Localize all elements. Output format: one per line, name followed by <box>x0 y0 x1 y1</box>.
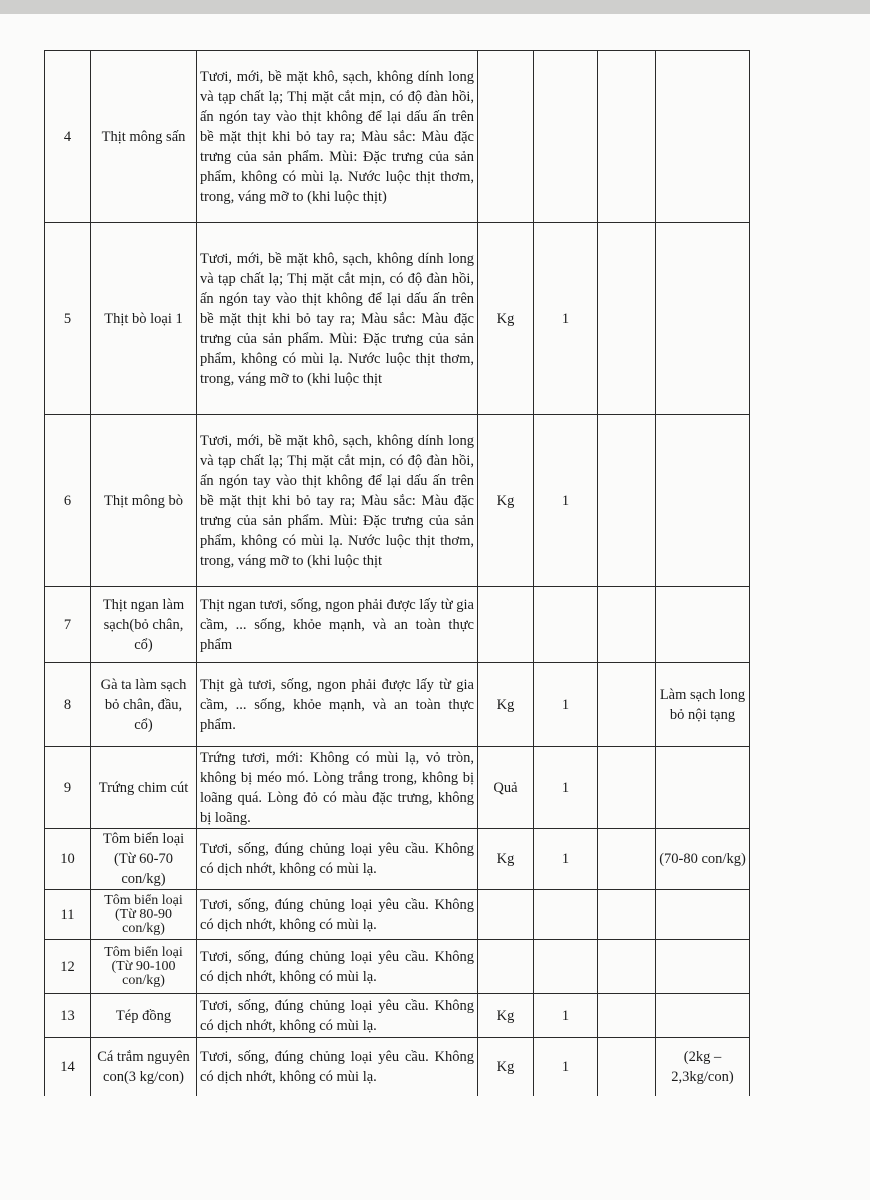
note-cell: Làm sạch long bỏ nội tạng <box>656 663 750 747</box>
unit-cell: Kg <box>478 663 534 747</box>
empty-cell <box>598 890 656 940</box>
note-cell <box>656 994 750 1038</box>
quantity-cell: 1 <box>534 663 598 747</box>
note-cell <box>656 587 750 663</box>
quantity-cell: 1 <box>534 829 598 890</box>
empty-cell <box>598 994 656 1038</box>
empty-cell <box>598 223 656 415</box>
row-number: 11 <box>45 890 91 940</box>
unit-cell <box>478 890 534 940</box>
row-number: 12 <box>45 940 91 994</box>
table-row <box>45 994 750 1038</box>
product-description: Tươi, sống, đúng chủng loại yêu cầu. Không có dịch nhớt, không có mùi lạ. <box>197 940 478 994</box>
note-cell <box>656 51 750 223</box>
empty-cell <box>598 829 656 890</box>
top-shadow-strip <box>0 0 870 14</box>
table-row <box>45 747 750 829</box>
product-name: Thịt mông bò <box>91 415 197 587</box>
unit-cell: Kg <box>478 223 534 415</box>
product-description: Tươi, sống, đúng chủng loại yêu cầu. Không có dịch nhớt, không có mùi lạ. <box>197 829 478 890</box>
quantity-cell: 1 <box>534 1038 598 1096</box>
unit-cell: Kg <box>478 1038 534 1096</box>
note-cell <box>656 415 750 587</box>
note-cell: (70-80 con/kg) <box>656 829 750 890</box>
unit-cell: Kg <box>478 415 534 587</box>
product-description: Tươi, sống, đúng chủng loại yêu cầu. Không có dịch nhớt, không có mùi lạ. <box>197 1038 478 1096</box>
empty-cell <box>598 747 656 829</box>
product-name: Thịt ngan làm sạch(bỏ chân, cổ) <box>91 587 197 663</box>
quantity-cell <box>534 940 598 994</box>
table-row <box>45 663 750 747</box>
table-row <box>45 415 750 587</box>
quantity-cell <box>534 890 598 940</box>
empty-cell <box>598 940 656 994</box>
product-description: Tươi, mới, bề mặt khô, sạch, không dính long và tạp chất lạ; Thị mặt cắt mịn, có độ đàn hồi, ấn ngón tay vào thịt không để lại dấu ấn trên bề mặt thịt khi bỏ tay ra; Màu sắc: Màu đặc trưng của sản phẩm. Mùi: Đặc trưng của sản phẩm, không có mùi lạ. Nước luộc thịt thơm, trong, váng mỡ to (khi luộc thịt <box>197 415 478 587</box>
empty-cell <box>598 415 656 587</box>
unit-cell <box>478 587 534 663</box>
unit-cell <box>478 940 534 994</box>
row-number: 7 <box>45 587 91 663</box>
quantity-cell <box>534 587 598 663</box>
empty-cell <box>598 587 656 663</box>
row-number: 4 <box>45 51 91 223</box>
table-row <box>45 1038 750 1096</box>
row-number: 9 <box>45 747 91 829</box>
row-number: 13 <box>45 994 91 1038</box>
unit-cell: Kg <box>478 829 534 890</box>
unit-cell: Quả <box>478 747 534 829</box>
quantity-cell: 1 <box>534 747 598 829</box>
note-cell: (2kg – 2,3kg/con) <box>656 1038 750 1096</box>
unit-cell <box>478 51 534 223</box>
table-row <box>45 940 750 994</box>
table-row <box>45 223 750 415</box>
product-name: Tôm biển loại (Từ 60-70 con/kg) <box>91 829 197 890</box>
product-description: Tươi, mới, bề mặt khô, sạch, không dính long và tạp chất lạ; Thị mặt cắt mịn, có độ đàn hồi, ấn ngón tay vào thịt không để lại dấu ấn trên bề mặt thịt khi bỏ tay ra; Màu sắc: Màu đặc trưng của sản phẩm. Mùi: Đặc trưng của sản phẩm, không có mùi lạ. Nước luộc thịt thơm, trong, váng mỡ to (khi luộc thịt <box>197 223 478 415</box>
empty-cell <box>598 663 656 747</box>
unit-cell: Kg <box>478 994 534 1038</box>
quantity-cell <box>534 51 598 223</box>
table-row <box>45 890 750 940</box>
product-name: Trứng chim cút <box>91 747 197 829</box>
product-spec-table <box>44 50 750 1096</box>
product-description: Tươi, sống, đúng chủng loại yêu cầu. Không có dịch nhớt, không có mùi lạ. <box>197 994 478 1038</box>
quantity-cell: 1 <box>534 415 598 587</box>
product-description: Trứng tươi, mới: Không có mùi lạ, vỏ tròn, không bị méo mó. Lòng trắng trong, không bị loãng quá. Lòng đỏ có màu đặc trưng, không bị loãng. <box>197 747 478 829</box>
note-cell <box>656 890 750 940</box>
row-number: 10 <box>45 829 91 890</box>
product-description: Tươi, mới, bề mặt khô, sạch, không dính long và tạp chất lạ; Thị mặt cắt mịn, có độ đàn hồi, ấn ngón tay vào thịt không để lại dấu ấn trên bề mặt thịt khi bỏ tay ra; Màu sắc: Màu đặc trưng của sản phẩm. Mùi: Đặc trưng của sản phẩm, không có mùi lạ. Nước luộc thịt thơm, trong, váng mỡ to (khi luộc thịt) <box>197 51 478 223</box>
product-name: Cá trắm nguyên con(3 kg/con) <box>91 1038 197 1096</box>
product-name: Thịt bò loại 1 <box>91 223 197 415</box>
note-cell <box>656 940 750 994</box>
product-description: Tươi, sống, đúng chủng loại yêu cầu. Không có dịch nhớt, không có mùi lạ. <box>197 890 478 940</box>
product-name: Gà ta làm sạch bỏ chân, đầu, cổ) <box>91 663 197 747</box>
product-description: Thịt gà tươi, sống, ngon phải được lấy từ gia cầm, ... sống, khỏe mạnh, và an toàn thực phẩm. <box>197 663 478 747</box>
product-name: Thịt mông sấn <box>91 51 197 223</box>
row-number: 6 <box>45 415 91 587</box>
empty-cell <box>598 1038 656 1096</box>
row-number: 8 <box>45 663 91 747</box>
table-row <box>45 587 750 663</box>
table-row <box>45 829 750 890</box>
note-cell <box>656 223 750 415</box>
table-row <box>45 51 750 223</box>
product-name: Tôm biển loại (Từ 90-100 con/kg) <box>91 940 197 994</box>
product-description: Thịt ngan tươi, sống, ngon phải được lấy từ gia cầm, ... sống, khỏe mạnh, và an toàn thực phẩm <box>197 587 478 663</box>
row-number: 5 <box>45 223 91 415</box>
empty-cell <box>598 51 656 223</box>
quantity-cell: 1 <box>534 223 598 415</box>
product-name: Tôm biển loại (Từ 80-90 con/kg) <box>91 890 197 940</box>
row-number: 14 <box>45 1038 91 1096</box>
product-name: Tép đồng <box>91 994 197 1038</box>
quantity-cell: 1 <box>534 994 598 1038</box>
note-cell <box>656 747 750 829</box>
